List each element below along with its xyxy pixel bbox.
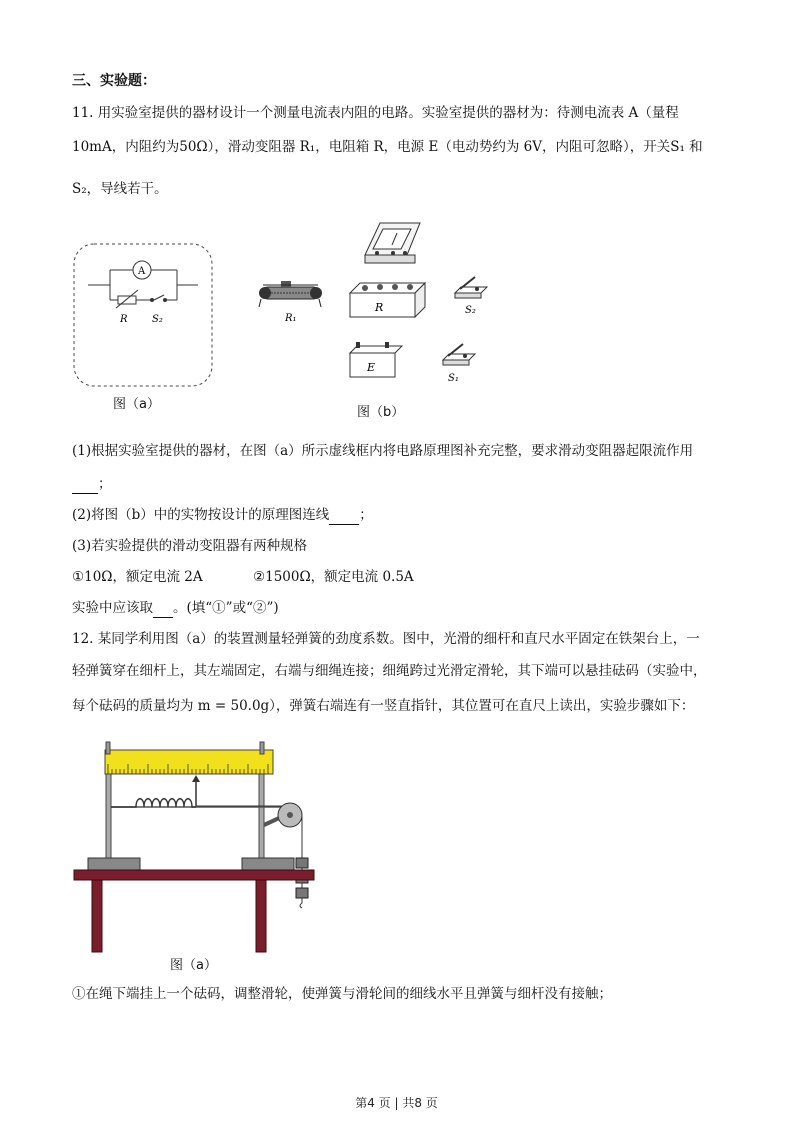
switch-s2-device <box>455 277 487 316</box>
ammeter-device <box>365 223 420 263</box>
resistance-box-label: R <box>375 301 384 314</box>
right-stand-rod <box>259 774 264 858</box>
hanging-weights <box>296 858 308 908</box>
left-base <box>88 858 140 870</box>
q12-fig-caption: 图（a） <box>170 958 217 973</box>
battery-label: E <box>367 361 376 374</box>
table-leg-right <box>256 880 266 952</box>
rheostat-device <box>259 281 322 324</box>
q11-part2-text: (2)将图（b）中的实物按设计的原理图连线 <box>72 507 330 523</box>
section-title: 三、实验题： <box>72 73 156 89</box>
battery-device <box>350 342 402 377</box>
q11-part3b-end: 。(填“①”或“②”) <box>173 600 279 616</box>
q11-option2: ②1500Ω，额定电流 0.5A <box>253 569 414 585</box>
q12-line2: 轻弹簧穿在细杆上，其左端固定，右端与细绳连接；细绳跨过光滑定滑轮，其下端可以悬挂砝码（实验中， <box>72 663 707 679</box>
switch-s1-device-label: S₁ <box>448 373 459 384</box>
page-footer: 第4 页 | 共8 页 <box>355 1096 438 1110</box>
spring <box>111 799 196 807</box>
fig-b-caption: 图（b） <box>357 405 405 420</box>
q12-line1: 12. 某同学利用图（a）的装置测量轻弹簧的劲度系数。图中，光滑的细杆和直尺水平固定在铁架台上，一 <box>72 631 700 647</box>
answer-blank-2[interactable] <box>329 510 359 525</box>
q11-part1: (1)根据实验室提供的器材，在图（a）所示虚线框内将电路原理图补充完整，要求滑动变阻器起限流作用 <box>72 443 694 459</box>
rheostat-label: R₁ <box>285 313 297 324</box>
ammeter-label: A <box>138 266 146 277</box>
q11-part2-end: ； <box>359 507 373 523</box>
q11-option1: ①10Ω，额定电流 2A <box>72 569 203 585</box>
resistor-box-symbol <box>118 296 136 304</box>
answer-blank-1[interactable] <box>72 479 98 494</box>
resistance-box-device <box>350 283 425 317</box>
q11-part3b-text: 实验中应该取 <box>72 600 153 616</box>
switch-s1-device <box>443 344 475 384</box>
switch-s2-device-label: S₂ <box>465 305 476 316</box>
fig-a-caption: 图（a） <box>113 397 160 412</box>
q12-step1: ①在绳下端挂上一个砝码，调整滑轮，使弹簧与滑轮间的细线水平且弹簧与细杆没有接触； <box>72 986 612 1002</box>
right-base <box>242 858 294 870</box>
q11-part2 <box>72 505 373 525</box>
q11-part3: (3)若实验提供的滑动变阻器有两种规格 <box>72 538 308 554</box>
left-stand-rod <box>106 774 111 858</box>
table-leg-left <box>92 880 102 952</box>
q11-line3: S₂，导线若干。 <box>72 181 168 197</box>
table-top <box>74 870 314 880</box>
q11-line2: 10mA，内阻约为50Ω），滑动变阻器 R₁，电阻箱 R，电源 E（电动势约为 6V，内阻可忽略），开关S₁ 和 <box>72 139 703 155</box>
switch-s2-label: S₂ <box>152 314 163 325</box>
switch-blade <box>154 295 164 300</box>
answer-blank-3[interactable] <box>153 603 173 618</box>
q11-line1: 11. 用实验室提供的器材设计一个测量电流表内阻的电路。实验室提供的器材为：待测电流表 A（量程 <box>72 105 679 121</box>
resistor-label: R <box>120 314 128 325</box>
q11-part3-answer <box>72 598 279 618</box>
circuit-figure-a <box>70 240 220 390</box>
q11-part1-answer <box>72 474 112 494</box>
q12-line3: 每个砝码的质量均为 m = 50.0g），弹簧右端连有一竖直指针，其位置可在直尺上读出，实验步骤如下： <box>72 698 695 714</box>
spring-apparatus-figure <box>70 740 330 955</box>
q11-part1-end: ； <box>98 476 112 492</box>
apparatus-figure-b <box>255 215 505 395</box>
